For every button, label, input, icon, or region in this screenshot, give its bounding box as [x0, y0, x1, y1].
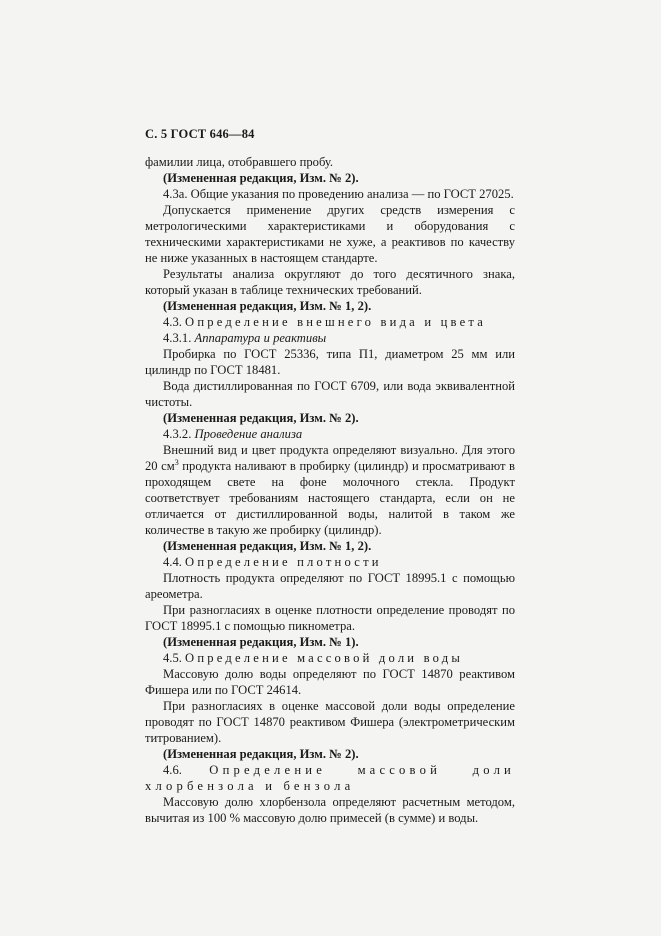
text-fragment: продукта наливают в пробирку (цилиндр) и просматривают в проходящем свете на фоне молочного стекла. Продукт соответствует требованиям настоящего стандарта, если он не отличается от дистиллированной воды, налитой в таком же количестве в такую же пробирку (цилиндр). — [145, 459, 515, 537]
superscript: 3 — [174, 458, 179, 467]
paragraph: При разногласиях в оценке массовой доли воды определение проводят по ГОСТ 14870 реактивом Фишера (электрометрическим титрованием). — [145, 699, 515, 745]
section-title: Определение плотности — [185, 555, 382, 569]
section-number: 4.4. — [163, 555, 182, 569]
section-number: 4.3.1. — [163, 331, 192, 345]
section-title: Аппаратура и реактивы — [194, 331, 327, 345]
amendment-note: (Измененная редакция, Изм. № 2). — [163, 747, 359, 761]
amendment-note: (Измененная редакция, Изм. № 2). — [163, 411, 359, 425]
section-title: Определение массовой доли хлорбензола и бензола — [145, 763, 515, 793]
section-4-3a: 4.3а. Общие указания по проведению анализа — по ГОСТ 27025. — [163, 187, 514, 201]
paragraph: Массовую долю хлорбензола определяют расчетным методом, вычитая из 100 % массовую долю примесей (в сумме) и воды. — [145, 795, 515, 825]
amendment-note: (Измененная редакция, Изм. № 1, 2). — [163, 539, 372, 553]
section-title: Определение массовой доли воды — [185, 651, 464, 665]
paragraph: Массовую долю воды определяют по ГОСТ 14870 реактивом Фишера или по ГОСТ 24614. — [145, 667, 515, 697]
section-heading-4-4 — [145, 554, 515, 570]
section-number: 4.3. — [163, 315, 182, 329]
section-title: Проведение анализа — [194, 427, 303, 441]
amendment-note: (Измененная редакция, Изм. № 1). — [163, 635, 359, 649]
section-heading-4-5 — [145, 650, 515, 666]
amendment-note: (Измененная редакция, Изм. № 1, 2). — [163, 299, 372, 313]
paragraph: Плотность продукта определяют по ГОСТ 18995.1 с помощью ареометра. — [145, 571, 515, 601]
paragraph: Допускается применение других средств измерения с метрологическими характеристиками и оборудования с техническими характеристиками не хуже, а реактивов по качеству не ниже указанных в настоящем стандарте. — [145, 203, 515, 265]
paragraph: Результаты анализа округляют до того десятичного знака, который указан в таблице технических требований. — [145, 267, 515, 297]
section-title: Определение внешнего вида и цвета — [185, 315, 487, 329]
paragraph: фамилии лица, отобравшего пробу. — [145, 155, 334, 169]
page-header: С. 5 ГОСТ 646—84 — [145, 127, 255, 141]
section-heading-4-6 — [145, 762, 515, 794]
section-number: 4.3.2. — [163, 427, 192, 441]
paragraph — [145, 442, 515, 538]
paragraph: Пробирка по ГОСТ 25336, типа П1, диаметром 25 мм или цилиндр по ГОСТ 18481. — [145, 347, 515, 377]
subsection-heading-4-3-2 — [145, 426, 515, 442]
section-number: 4.5. — [163, 651, 182, 665]
text-fragment: Внешний вид и цвет продукта определяют визуально. Для этого 20 см — [145, 443, 515, 473]
section-number: 4.6. — [163, 763, 182, 777]
amendment-note: (Измененная редакция, Изм. № 2). — [163, 171, 359, 185]
subsection-heading-4-3-1 — [145, 330, 515, 346]
paragraph: Вода дистиллированная по ГОСТ 6709, или вода эквивалентной чистоты. — [145, 379, 515, 409]
paragraph: При разногласиях в оценке плотности определение проводят по ГОСТ 18995.1 с помощью пикнометра. — [145, 603, 515, 633]
section-heading-4-3 — [145, 314, 515, 330]
document-body — [145, 154, 515, 826]
